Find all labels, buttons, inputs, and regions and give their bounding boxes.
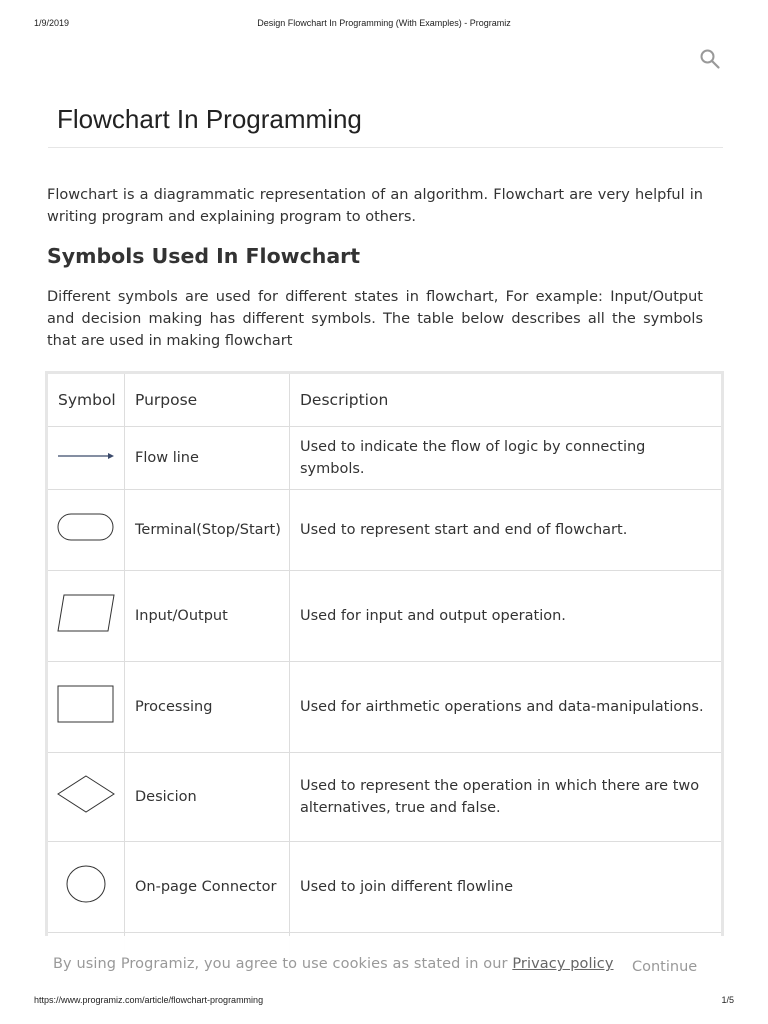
print-date: 1/9/2019 [34,18,70,28]
print-header [0,18,768,32]
print-doc-title: Design Flowchart In Programming (With Examples) - Programiz [257,18,511,28]
description-cell: Used to join different flowline [290,842,725,933]
cookie-text: By using Programiz, you agree to use cookies as stated in our [53,956,508,972]
symbols-table [47,373,724,971]
purpose-cell: Processing [125,662,290,753]
purpose-cell: On-page Connector [125,842,290,933]
print-page-number: 1/5 [721,995,734,1005]
cookie-banner [0,936,768,992]
table-row [48,571,725,662]
header-purpose: Purpose [125,374,290,427]
description-cell: Used to indicate the flow of logic by connecting symbols. [290,427,725,490]
connector-icon [56,864,116,904]
table-row [48,490,725,571]
search-icon[interactable] [699,48,721,70]
table-row [48,662,725,753]
description-cell: Used to represent the operation in which there are two alternatives, true and false. [290,753,725,842]
symbol-cell [48,571,125,662]
page-title: Flowchart In Programming [57,104,362,134]
symbol-cell [48,490,125,571]
purpose-cell: Flow line [125,427,290,490]
print-footer [0,995,768,1009]
description-cell: Used for airthmetic operations and data-manipulations. [290,662,725,753]
symbol-cell [48,427,125,490]
print-url: https://www.programiz.com/article/flowchart-programming [34,995,264,1005]
flow-line-icon [56,450,116,462]
intro-paragraph: Flowchart is a diagrammatic representation of an algorithm. Flowchart are very helpful in writing program and explaining program to others. [47,187,703,225]
continue-button[interactable]: Continue [632,959,698,975]
privacy-policy-link[interactable]: Privacy policy [512,956,614,972]
purpose-cell: Desicion [125,753,290,842]
table-row [48,753,725,842]
purpose-cell: Input/Output [125,571,290,662]
section-paragraph: Different symbols are used for different states in flowchart, For example: Input/Output and decision making has different symbols. The table below describes all the symbols that are used in making flowchart [47,289,703,349]
symbol-cell [48,662,125,753]
header-symbol: Symbol [48,374,125,427]
table-header-row [48,374,725,427]
header-description: Description [290,374,725,427]
table-row [48,842,725,933]
symbol-cell [48,842,125,933]
cookie-notice [53,956,614,972]
input-output-icon [56,593,116,633]
table-row [48,427,725,490]
description-cell: Used for input and output operation. [290,571,725,662]
purpose-cell: Terminal(Stop/Start) [125,490,290,571]
decision-icon [56,774,116,814]
description-cell: Used to represent start and end of flowchart. [290,490,725,571]
symbol-cell [48,753,125,842]
title-divider [48,147,723,148]
processing-icon [56,684,116,724]
symbols-table-frame [45,371,724,971]
section-heading: Symbols Used In Flowchart [47,244,361,268]
terminal-icon [56,511,116,543]
